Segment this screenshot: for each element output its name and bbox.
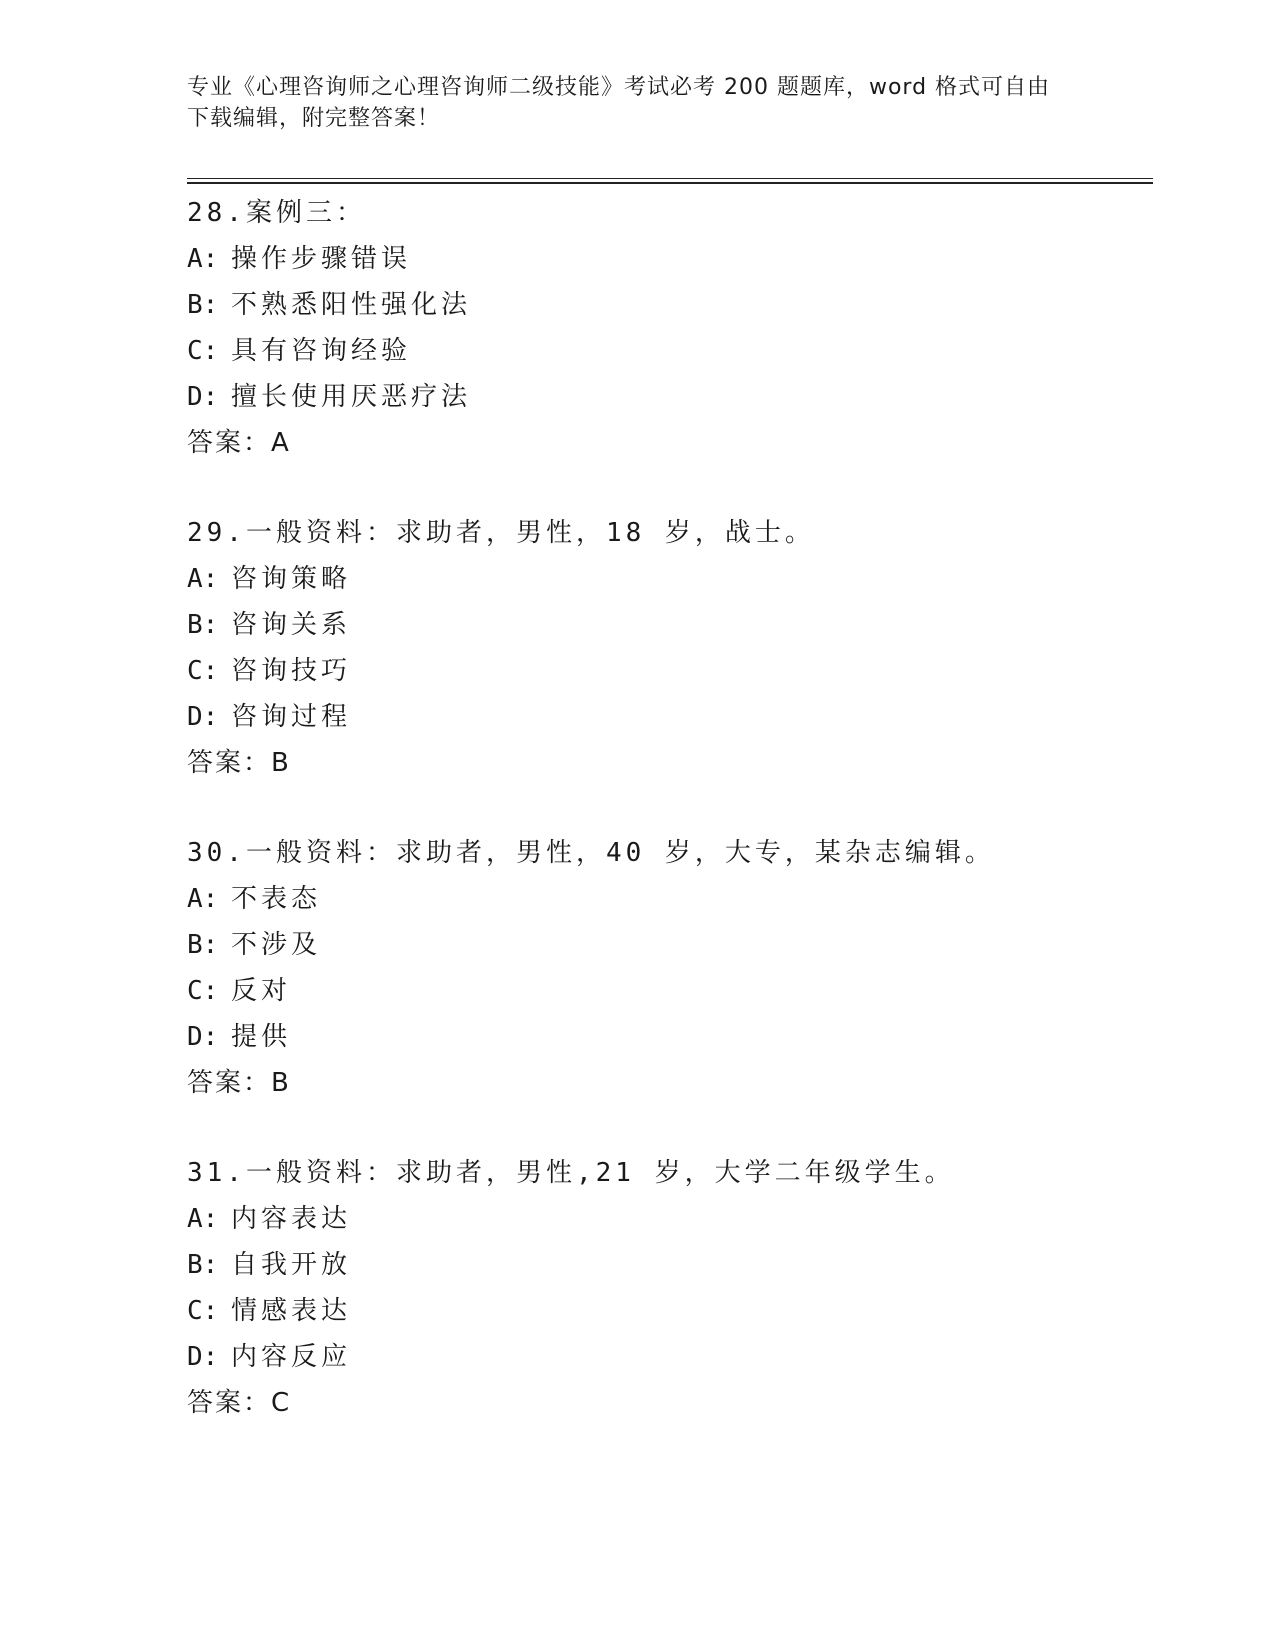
- option-b: [187, 1242, 1147, 1288]
- question-list: [187, 190, 1147, 1470]
- option-d: [187, 694, 1147, 740]
- option-text: 擅长使用厌恶疗法: [231, 382, 472, 412]
- option-label: A:: [187, 244, 219, 274]
- option-d: [187, 1334, 1147, 1380]
- option-text: 情感表达: [231, 1296, 352, 1326]
- option-label: B:: [187, 290, 219, 320]
- option-label: C:: [187, 336, 219, 366]
- option-b: [187, 282, 1147, 328]
- header-divider-thick: [187, 182, 1153, 184]
- option-label: B:: [187, 1250, 219, 1280]
- option-text: 咨询过程: [231, 702, 352, 732]
- option-label: A:: [187, 1204, 219, 1234]
- option-c: [187, 1288, 1147, 1334]
- question-29: [187, 510, 1147, 830]
- option-label: D:: [187, 382, 219, 412]
- option-text: 提供: [231, 1022, 292, 1052]
- answer-line: 答案：B: [187, 1068, 291, 1098]
- option-label: A:: [187, 884, 219, 914]
- option-text: 咨询策略: [231, 564, 352, 594]
- option-text: 自我开放: [231, 1250, 352, 1280]
- option-c: [187, 968, 1147, 1014]
- option-text: 反对: [231, 976, 292, 1006]
- option-label: C:: [187, 976, 219, 1006]
- question-31: [187, 1150, 1147, 1470]
- question-stem: 31.一般资料：求助者，男性,21 岁，大学二年级学生。: [187, 1158, 955, 1188]
- option-d: [187, 374, 1147, 420]
- option-text: 不表态: [231, 884, 322, 914]
- answer-line: 答案：B: [187, 748, 291, 778]
- header-divider-thin: [187, 178, 1153, 179]
- question-stem: 30.一般资料：求助者，男性，40 岁，大专，某杂志编辑。: [187, 838, 995, 868]
- option-label: D:: [187, 702, 219, 732]
- question-30: [187, 830, 1147, 1150]
- option-label: B:: [187, 930, 219, 960]
- answer-line: 答案：C: [187, 1388, 292, 1418]
- option-a: [187, 1196, 1147, 1242]
- option-label: C:: [187, 1296, 219, 1326]
- option-label: A:: [187, 564, 219, 594]
- option-d: [187, 1014, 1147, 1060]
- question-stem: 28.案例三：: [187, 198, 366, 228]
- option-label: B:: [187, 610, 219, 640]
- answer-line: 答案：A: [187, 428, 291, 458]
- option-b: [187, 922, 1147, 968]
- option-label: C:: [187, 656, 219, 686]
- question-stem: 29.一般资料：求助者，男性，18 岁，战士。: [187, 518, 815, 548]
- option-text: 不涉及: [231, 930, 322, 960]
- option-text: 咨询关系: [231, 610, 352, 640]
- option-text: 咨询技巧: [231, 656, 352, 686]
- option-a: [187, 556, 1147, 602]
- option-b: [187, 602, 1147, 648]
- option-text: 操作步骤错误: [231, 244, 412, 274]
- option-text: 不熟悉阳性强化法: [231, 290, 472, 320]
- option-c: [187, 328, 1147, 374]
- option-text: 内容反应: [231, 1342, 352, 1372]
- option-a: [187, 876, 1147, 922]
- option-c: [187, 648, 1147, 694]
- option-label: D:: [187, 1022, 219, 1052]
- option-text: 具有咨询经验: [231, 336, 412, 366]
- option-a: [187, 236, 1147, 282]
- option-text: 内容表达: [231, 1204, 352, 1234]
- question-28: [187, 190, 1147, 510]
- document-intro: 专业《心理咨询师之心理咨询师二级技能》考试必考 200 题题库，word 格式可自由下载编辑，附完整答案！: [187, 75, 1051, 131]
- option-label: D:: [187, 1342, 219, 1372]
